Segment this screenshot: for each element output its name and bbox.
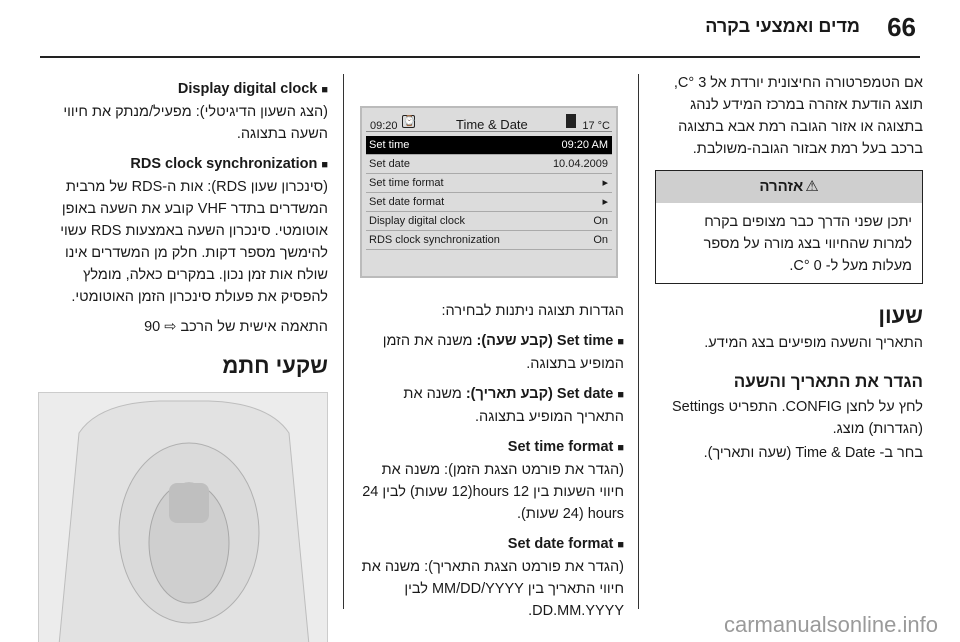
page-title: מדים ואמצעי בקרה (705, 16, 860, 36)
menu-item-value: On (593, 215, 608, 227)
warning-title: אזהרה (759, 178, 804, 195)
menu-item-display-digital-clock[interactable] (366, 212, 612, 231)
menu-item-label: Set time format (369, 177, 444, 189)
section-text: התאריך והשעה מופיעים בצג המידע. (704, 335, 923, 351)
console-photo (38, 392, 328, 642)
warning-icon: ⚠ (805, 178, 819, 195)
menu-item-set-time-format[interactable] (366, 174, 612, 193)
menu-item-label: RDS clock synchronization (369, 234, 500, 246)
list-item (36, 153, 328, 308)
header-divider (40, 56, 920, 58)
screen-time: 09:20 (370, 120, 398, 132)
chevron-right-icon: ▸ (602, 196, 608, 208)
menu-item-label: Display digital clock (369, 215, 465, 227)
chevron-right-icon: ▸ (602, 177, 608, 189)
item-text: (הצג השעון הדיגיטלי): מפעיל/מנתק את חיווי השעה בתצוגה. (63, 104, 328, 142)
bullet-icon: ■ (321, 159, 328, 171)
menu-list (366, 136, 612, 250)
list-item (358, 383, 624, 428)
warning-text: יתכן שפני הדרך כבר מצופים בקרח למרות שהחיווי בצג מורה על מספר מעלות מעל ל- 0 °C. (703, 214, 912, 274)
item-text: (הגדר את פורמט הצגת הזמן): משנה את חיווי השעות בין 12 hours(12 שעות) לבין 24 hours (24 שעות). (362, 462, 624, 522)
menu-item-set-date-format[interactable] (366, 193, 612, 212)
menu-item-value: On (593, 234, 608, 246)
item-head: Set date (קבע תאריך): (465, 386, 614, 402)
screen-status-bar (366, 112, 612, 132)
subsection-text-2: בחר ב- Time & Date (שעה ותאריך). (703, 445, 923, 461)
menu-item-set-time[interactable] (366, 136, 612, 155)
settings-intro: הגדרות תצוגה ניתנות לבחירה: (441, 303, 624, 319)
page-number: 66 (887, 12, 916, 42)
list-item (358, 330, 624, 375)
bullet-icon: ■ (617, 442, 624, 454)
column-divider (638, 74, 639, 609)
warning-header (656, 171, 922, 203)
item-text: משנה את הזמן המופיע בתצוגה. (382, 333, 624, 372)
display-screenshot (360, 106, 618, 278)
column-divider (343, 74, 344, 609)
screen-title: Time & Date (456, 117, 528, 132)
menu-item-label: Set date (369, 158, 410, 170)
intro-paragraph: אם הטמפרטורה החיצונית יורדת אל 3 °C, תוצג הודעת אזהרה במרכז המידע לנהג בתצוגה או אזור הגובה רמת אבא בתצוגה ברכב בעל רמת אבזור הגובה-משולבת. (673, 75, 923, 157)
item-head: Set date format (507, 536, 614, 552)
menu-item-set-date[interactable] (366, 155, 612, 174)
menu-item-label: Set time (369, 139, 410, 151)
list-item (36, 78, 328, 145)
page-header (0, 0, 960, 62)
door-icon (566, 114, 576, 128)
list-item (358, 436, 624, 525)
item-head: Set time (קבע שעה): (476, 333, 614, 349)
warning-box (655, 170, 923, 284)
console-illustration (39, 393, 328, 642)
item-head: Set time format (507, 439, 614, 455)
item-text: (הגדר את פורמט הצגת התאריך): משנה את חיווי התאריך בין MM/DD/YYYY לבין DD.MM.YYYY. (361, 559, 624, 619)
menu-item-value: 10.04.2009 (552, 158, 608, 170)
clock-icon: ⌚ (403, 116, 416, 127)
cross-reference[interactable]: התאמה אישית של הרכב ⇨ 90 (144, 319, 328, 335)
middle-column (358, 72, 624, 622)
screen-temperature: 17 °C (582, 120, 610, 132)
item-text: (סינכרון שעון RDS): אות ה-RDS של מרבית המשדרים בתדר VHF קובע את השעה באופן אוטומטי. סינכרון השעה באמצעות RDS עשוי להימשך מספר דקות. חלק מן המשדרים אינו שולח אות זמן נכון. במקרים כאלה, מומלץ להפסיק את פעולת סינכרון הזמן האוטומטי. (60, 179, 328, 305)
item-text: משנה את התאריך המופיע בתצוגה. (403, 386, 624, 425)
item-head: Display digital clock (177, 81, 318, 97)
menu-item-value: 09:20 AM (561, 139, 608, 151)
bullet-icon: ■ (617, 539, 624, 551)
bullet-icon: ■ (617, 336, 624, 348)
item-head: RDS clock synchronization (130, 156, 318, 172)
menu-item-label: Set date format (369, 196, 445, 208)
subsection-text-1: לחץ על לחצן CONFIG. התפריט Settings (הגדרות) מוצג. (672, 399, 923, 437)
watermark-text: carmanualsonline.info (723, 612, 938, 637)
list-item (358, 533, 624, 622)
left-column (36, 78, 328, 642)
section-title-clock: שעון (878, 303, 923, 328)
subsection-title: הגדר את התאריך והשעה (733, 372, 923, 391)
bullet-icon: ■ (321, 84, 328, 96)
section-title-sockets: שקעי חתמ (222, 353, 328, 378)
right-column (655, 72, 923, 464)
bullet-icon: ■ (617, 389, 624, 401)
menu-item-rds-clock-sync[interactable] (366, 231, 612, 250)
